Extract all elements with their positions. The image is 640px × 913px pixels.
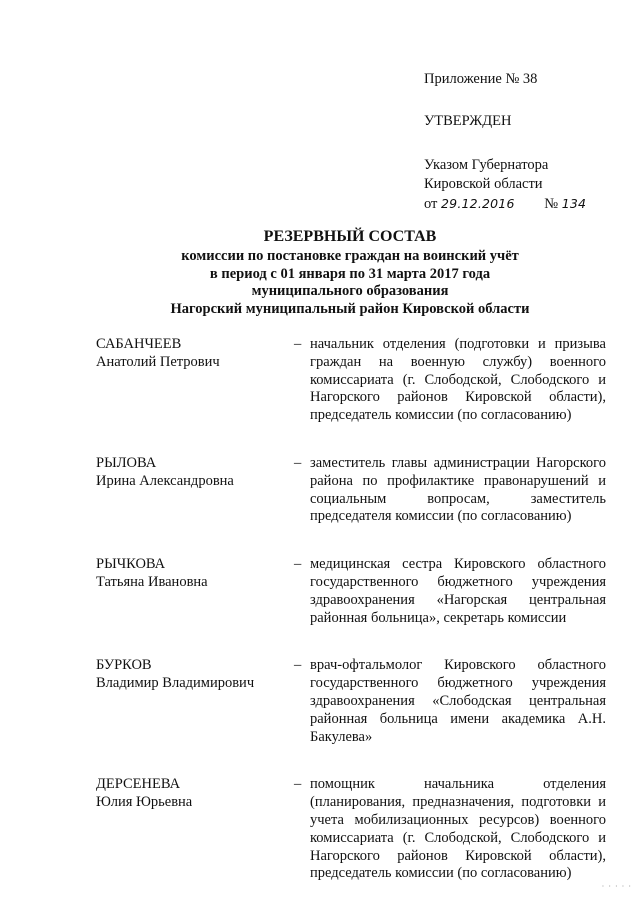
member-entry bbox=[96, 455, 606, 526]
heading-line-1: комиссии по постановке граждан на воинский учёт bbox=[181, 248, 519, 264]
decree-line-1: Указом Губернатора bbox=[424, 157, 549, 173]
member-entry bbox=[96, 336, 606, 425]
date-prefix: от bbox=[424, 196, 438, 212]
member-surname: РЫЛОВА bbox=[96, 454, 157, 471]
member-role: помощник начальника отделения (планирования, предназначения, подготовки и учета мобилизационных ресурсов) военного комиссариата (г. Слободской, Слободского и Нагорского районов Кировской области), председатель комиссии (по согласованию) bbox=[310, 776, 606, 882]
member-given-name: Анатолий Петрович bbox=[96, 353, 220, 370]
member-name bbox=[96, 556, 294, 592]
member-surname: ДЕРСЕНЕВА bbox=[96, 776, 181, 793]
member-given-name: Ирина Александровна bbox=[96, 472, 234, 489]
document-title: РЕЗЕРВНЫЙ СОСТАВ bbox=[263, 228, 437, 245]
member-surname: БУРКОВ bbox=[96, 657, 152, 674]
member-name bbox=[96, 776, 294, 812]
appendix-label: Приложение № 38 bbox=[424, 71, 538, 87]
member-role: начальник отделения (подготовки и призыва граждан на военную службу) военного комиссариата (г. Слободской, Слободского и Нагорского районов Кировской области), председатель комиссии (по согласованию) bbox=[310, 336, 606, 424]
member-surname: САБАНЧЕЕВ bbox=[96, 336, 182, 352]
member-role: медицинская сестра Кировского областного государственного бюджетного учреждения здравоохранения «Нагорская центральная районная больница», секретарь комиссии bbox=[310, 556, 606, 626]
member-name bbox=[96, 455, 294, 491]
decree-date-line bbox=[424, 194, 624, 214]
heading-line-3: муниципального образования bbox=[251, 283, 449, 299]
number-value: 134 bbox=[561, 196, 587, 211]
approved-label: УТВЕРЖДЕН bbox=[424, 113, 512, 129]
member-dash: – bbox=[294, 556, 302, 573]
member-entry bbox=[96, 556, 606, 627]
number-prefix: № bbox=[544, 196, 559, 212]
scan-artifact-dots: · · · · · bbox=[601, 882, 632, 891]
decree-line-2: Кировской области bbox=[424, 176, 543, 192]
member-dash: – bbox=[294, 776, 302, 793]
approval-block bbox=[424, 70, 624, 214]
member-dash: – bbox=[294, 336, 302, 352]
heading-line-2: в период с 01 января по 31 марта 2017 года bbox=[209, 265, 491, 282]
date-value: 29.12.2016 bbox=[441, 196, 515, 211]
member-given-name: Юлия Юрьевна bbox=[96, 794, 193, 811]
member-given-name: Владимир Владимирович bbox=[96, 675, 255, 692]
member-dash: – bbox=[294, 657, 302, 674]
member-surname: РЫЧКОВА bbox=[96, 556, 166, 573]
member-role: врач-офтальмолог Кировского областного государственного бюджетного учреждения здравоохранения «Слободская центральная районная больница имени академика А.Н. Бакулева» bbox=[310, 657, 606, 745]
heading-line-4: Нагорский муниципальный район Кировской области bbox=[170, 300, 530, 317]
member-role: заместитель главы администрации Нагорского района по профилактике правонарушений и социальным вопросам, заместитель председателя комиссии (по согласованию) bbox=[310, 454, 606, 525]
member-dash: – bbox=[294, 454, 302, 471]
member-given-name: Татьяна Ивановна bbox=[96, 573, 208, 590]
member-name bbox=[96, 657, 294, 693]
members-list bbox=[96, 336, 606, 913]
member-entry bbox=[96, 776, 606, 883]
member-entry bbox=[96, 657, 606, 746]
document-heading bbox=[90, 227, 610, 318]
member-name bbox=[96, 336, 294, 372]
